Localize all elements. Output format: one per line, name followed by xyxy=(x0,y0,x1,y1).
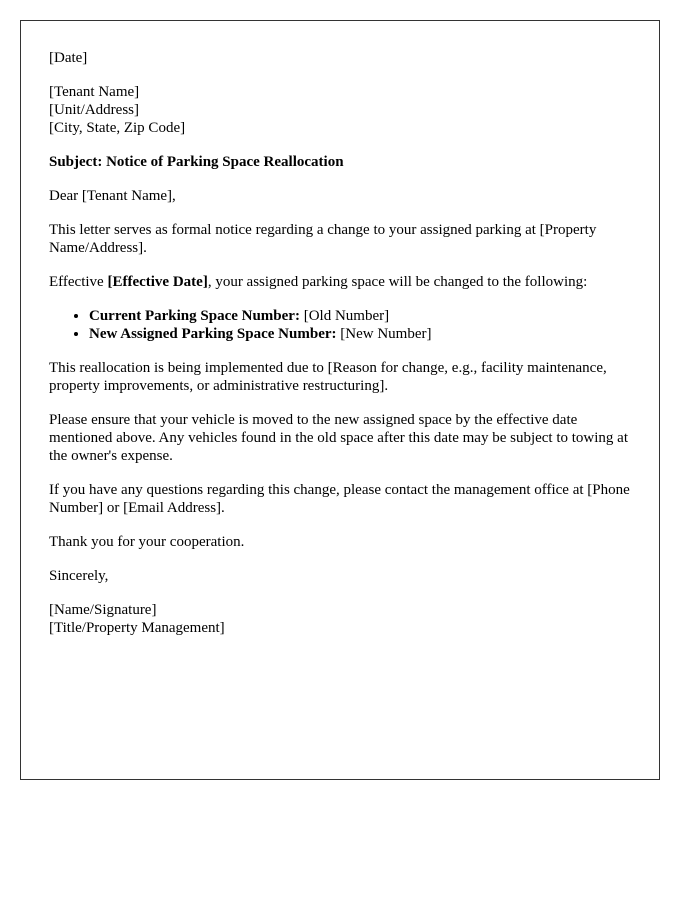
current-space-label: Current Parking Space Number: xyxy=(89,308,300,324)
recipient-name: [Tenant Name] xyxy=(49,84,140,100)
effective-paragraph xyxy=(49,273,631,291)
effective-date: [Effective Date] xyxy=(107,274,208,290)
new-space-label: New Assigned Parking Space Number: xyxy=(89,326,337,342)
letter-page xyxy=(20,20,660,780)
contact-paragraph: If you have any questions regarding this change, please contact the management office at [Phone Number] or [Email Address]. xyxy=(49,482,630,516)
current-space-value: [Old Number] xyxy=(299,308,390,324)
recipient-address xyxy=(49,83,631,137)
signature-title: [Title/Property Management] xyxy=(49,620,225,636)
signature-name: [Name/Signature] xyxy=(49,602,157,618)
letter-date: [Date] xyxy=(49,50,88,66)
letter-subject: Subject: Notice of Parking Space Reallocation xyxy=(49,154,344,170)
reason-paragraph: This reallocation is being implemented due to [Reason for change, e.g., facility maintenance, property improvements, or administrative restructuring]. xyxy=(49,360,607,394)
list-item-new-space xyxy=(89,325,631,343)
closing-line: Sincerely, xyxy=(49,568,109,584)
effective-prefix: Effective xyxy=(49,274,108,290)
list-item-current-space xyxy=(89,307,631,325)
parking-changes-list xyxy=(49,307,631,343)
letter-intro: This letter serves as formal notice regarding a change to your assigned parking at [Property Name/Address]. xyxy=(49,222,597,256)
recipient-city: [City, State, Zip Code] xyxy=(49,120,186,136)
letter-greeting: Dear [Tenant Name], xyxy=(49,188,176,204)
instructions-paragraph: Please ensure that your vehicle is moved to the new assigned space by the effective date mentioned above. Any vehicles found in the old space after this date may be subject to towing at the owner's expense. xyxy=(49,412,629,464)
thanks-line: Thank you for your cooperation. xyxy=(49,534,245,550)
effective-suffix: , your assigned parking space will be changed to the following: xyxy=(207,274,588,290)
signature-block xyxy=(49,601,631,637)
recipient-unit: [Unit/Address] xyxy=(49,102,139,118)
new-space-value: [New Number] xyxy=(336,326,432,342)
